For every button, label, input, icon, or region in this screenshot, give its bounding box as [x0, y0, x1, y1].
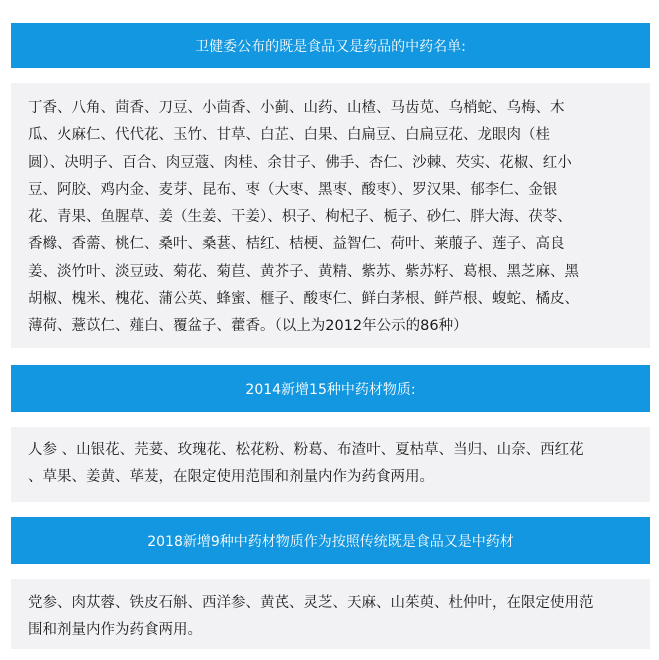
section-2-content: [11, 427, 650, 502]
section-2-title: 2014新增15种中药材物质:: [11, 365, 650, 412]
section-1-line: 丁香、八角、茴香、刀豆、小茴香、小蓟、山药、山楂、马齿苋、乌梢蛇、乌梅、木: [28, 100, 565, 116]
section-1-line: 豆、阿胶、鸡内金、麦芽、昆布、枣（大枣、黑枣、酸枣）、罗汉果、郁李仁、金银: [28, 181, 558, 198]
section-1-title: 卫健委公布的既是食品又是药品的中药名单:: [11, 23, 650, 68]
section-3-line: 围和剂量内作为药食两用。: [28, 622, 202, 638]
section-1-line: 胡椒、槐米、槐花、蒲公英、蜂蜜、榧子、酸枣仁、鲜白茅根、鲜芦根、蝮蛇、橘皮、: [28, 291, 579, 308]
section-3-content: [11, 579, 650, 649]
section-3-line: 党参、肉苁蓉、铁皮石斛、西洋参、黄芪、灵芝、天麻、山茱萸、杜仲叶，在限定使用范: [28, 595, 594, 611]
section-2-line: 、草果、姜黄、荜茇，在限定使用范围和剂量内作为药食两用。: [28, 469, 434, 485]
section-1-line: 香橼、香薷、桃仁、桑叶、桑葚、桔红、桔梗、益智仁、荷叶、莱菔子、莲子、高良: [28, 236, 565, 253]
section-1-line: 姜、淡竹叶、淡豆豉、菊花、菊苣、黄芥子、黄精、紫苏、紫苏籽、葛根、黑芝麻、黑: [28, 263, 579, 280]
section-1-line: 瓜、火麻仁、代代花、玉竹、甘草、白芷、白果、白扁豆、白扁豆花、龙眼肉（桂: [28, 127, 550, 144]
section-1-content: [11, 83, 650, 348]
section-1-line: 花、青果、鱼腥草、姜（生姜、干姜）、枳子、枸杞子、栀子、砂仁、胖大海、茯苓、: [28, 209, 572, 226]
section-2-line: 人参 、山银花、芫荽、玫瑰花、松花粉、粉葛、布渣叶、夏枯草、当归、山奈、西红花: [28, 442, 584, 458]
section-1-line: 薄荷、薏苡仁、薤白、覆盆子、藿香。（以上为2012年公示的86种）: [28, 318, 468, 335]
section-3-title: 2018新增9种中药材物质作为按照传统既是食品又是中药材: [11, 517, 650, 564]
section-1-line: 圆）、决明子、百合、肉豆蔻、肉桂、余甘子、佛手、杏仁、沙棘、芡实、花椒、红小: [28, 154, 572, 171]
